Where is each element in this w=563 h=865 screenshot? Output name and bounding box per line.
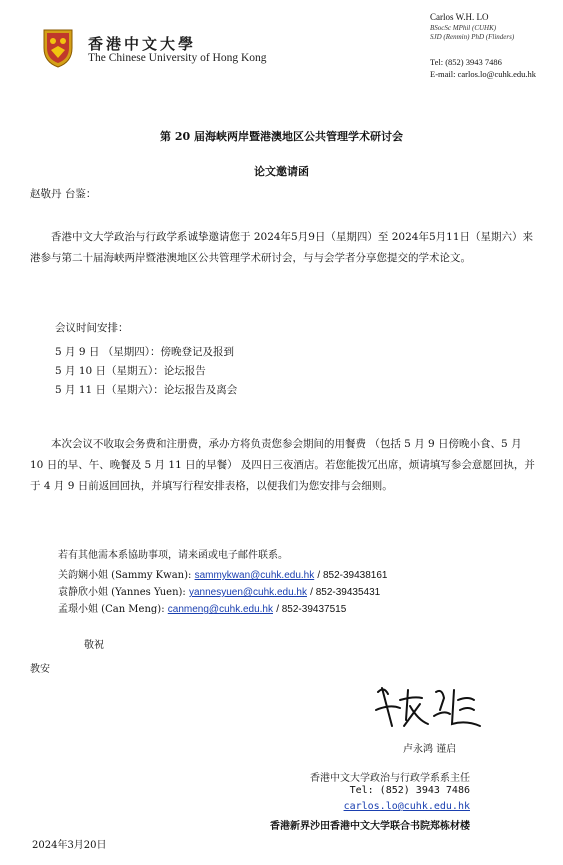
invitation-paragraph: 香港中文大学政治与行政学系诚挚邀请您于 2024年5月9日（星期四）至 2024年5月11日（星期六）来港参与第二十届海峡两岸暨港澳地区公共管理学术研讨会，与与会学者分享您提交的学术论文。 bbox=[30, 231, 534, 264]
salutation: 赵敬丹 台鉴： bbox=[30, 188, 97, 200]
letter-date: 2024年3月20日 bbox=[32, 840, 107, 851]
contact-email-link[interactable]: yannesyuen@cuhk.edu.hk bbox=[188, 587, 307, 598]
letter-title: 论文邀请函 bbox=[254, 165, 309, 178]
contact-name: 孟璟小姐 (Can Meng): bbox=[58, 604, 165, 615]
handwritten-signature bbox=[370, 680, 490, 735]
university-name-chinese: 香港中文大學 bbox=[88, 35, 197, 53]
professor-credentials-1: BSocSc MPhil (CUHK) bbox=[430, 24, 497, 32]
signature-title: 香港中文大学政治与行政学系系主任 bbox=[310, 773, 470, 784]
contact-row bbox=[58, 583, 380, 598]
professor-credentials-2: SJD (Renmin) PhD (Flinders) bbox=[430, 33, 515, 41]
contact-row bbox=[58, 566, 388, 581]
schedule-item: 5 月 10 日（星期五）：论坛报告 bbox=[55, 365, 206, 377]
contact-email-link[interactable]: canmeng@cuhk.edu.hk bbox=[167, 604, 273, 615]
professor-name: Carlos W.H. LO bbox=[430, 12, 489, 22]
professor-tel: Tel: (852) 3943 7486 bbox=[430, 57, 502, 67]
contact-name: 关韵娴小姐 (Sammy Kwan): bbox=[58, 570, 192, 581]
contact-email-link[interactable]: sammykwan@cuhk.edu.hk bbox=[194, 570, 315, 581]
conference-title: 第 20 届海峡两岸暨港澳地区公共管理学术研讨会 bbox=[160, 130, 403, 143]
professor-email: E-mail: carlos.lo@cuhk.edu.hk bbox=[430, 69, 537, 79]
signature-email-link[interactable]: carlos.lo@cuhk.edu.hk bbox=[343, 801, 470, 812]
university-name-english: The Chinese University of Hong Kong bbox=[88, 52, 267, 64]
contact-name: 袁静欣小姐 (Yannes Yuen): bbox=[58, 587, 186, 598]
closing-greeting-2: 教安 bbox=[30, 664, 50, 675]
contact-phone: / 852-39438161 bbox=[317, 570, 388, 581]
closing-greeting: 敬祝 bbox=[84, 640, 104, 651]
schedule-title: 会议时间安排： bbox=[55, 322, 129, 334]
signature-address: 香港新界沙田香港中文大学联合书院郑栋材楼 bbox=[270, 821, 470, 832]
contact-phone: / 852-39435431 bbox=[310, 587, 381, 598]
expenses-paragraph: 本次会议不收取会务费和注册费，承办方将负责您参会期间的用餐费 （包括 5 月 9 日傍晚小食、5 月 10 日的早、午、晚餐及 5 月 11 日的早餐） 及四日三夜酒店。若您能拨冗出席，烦请填写参会意愿回执，并于 4 月 9 日前返回回执，并填写行程安排表格，以便我们为您安排与会细则。 bbox=[30, 438, 535, 492]
schedule-item: 5 月 9 日 （星期四）：傍晚登记及报到 bbox=[55, 346, 234, 358]
signature-tel: Tel: (852) 3943 7486 bbox=[349, 785, 470, 796]
university-crest-logo bbox=[40, 28, 76, 68]
schedule-item: 5 月 11 日（星期六）：论坛报告及离会 bbox=[55, 384, 238, 396]
contact-phone: / 852-39437515 bbox=[276, 604, 347, 615]
signer-name: 卢永鸿 谨启 bbox=[403, 744, 457, 755]
contact-row bbox=[58, 600, 346, 615]
contact-intro: 若有其他需本系協助事项，请来函或电子邮件联系。 bbox=[58, 550, 288, 561]
